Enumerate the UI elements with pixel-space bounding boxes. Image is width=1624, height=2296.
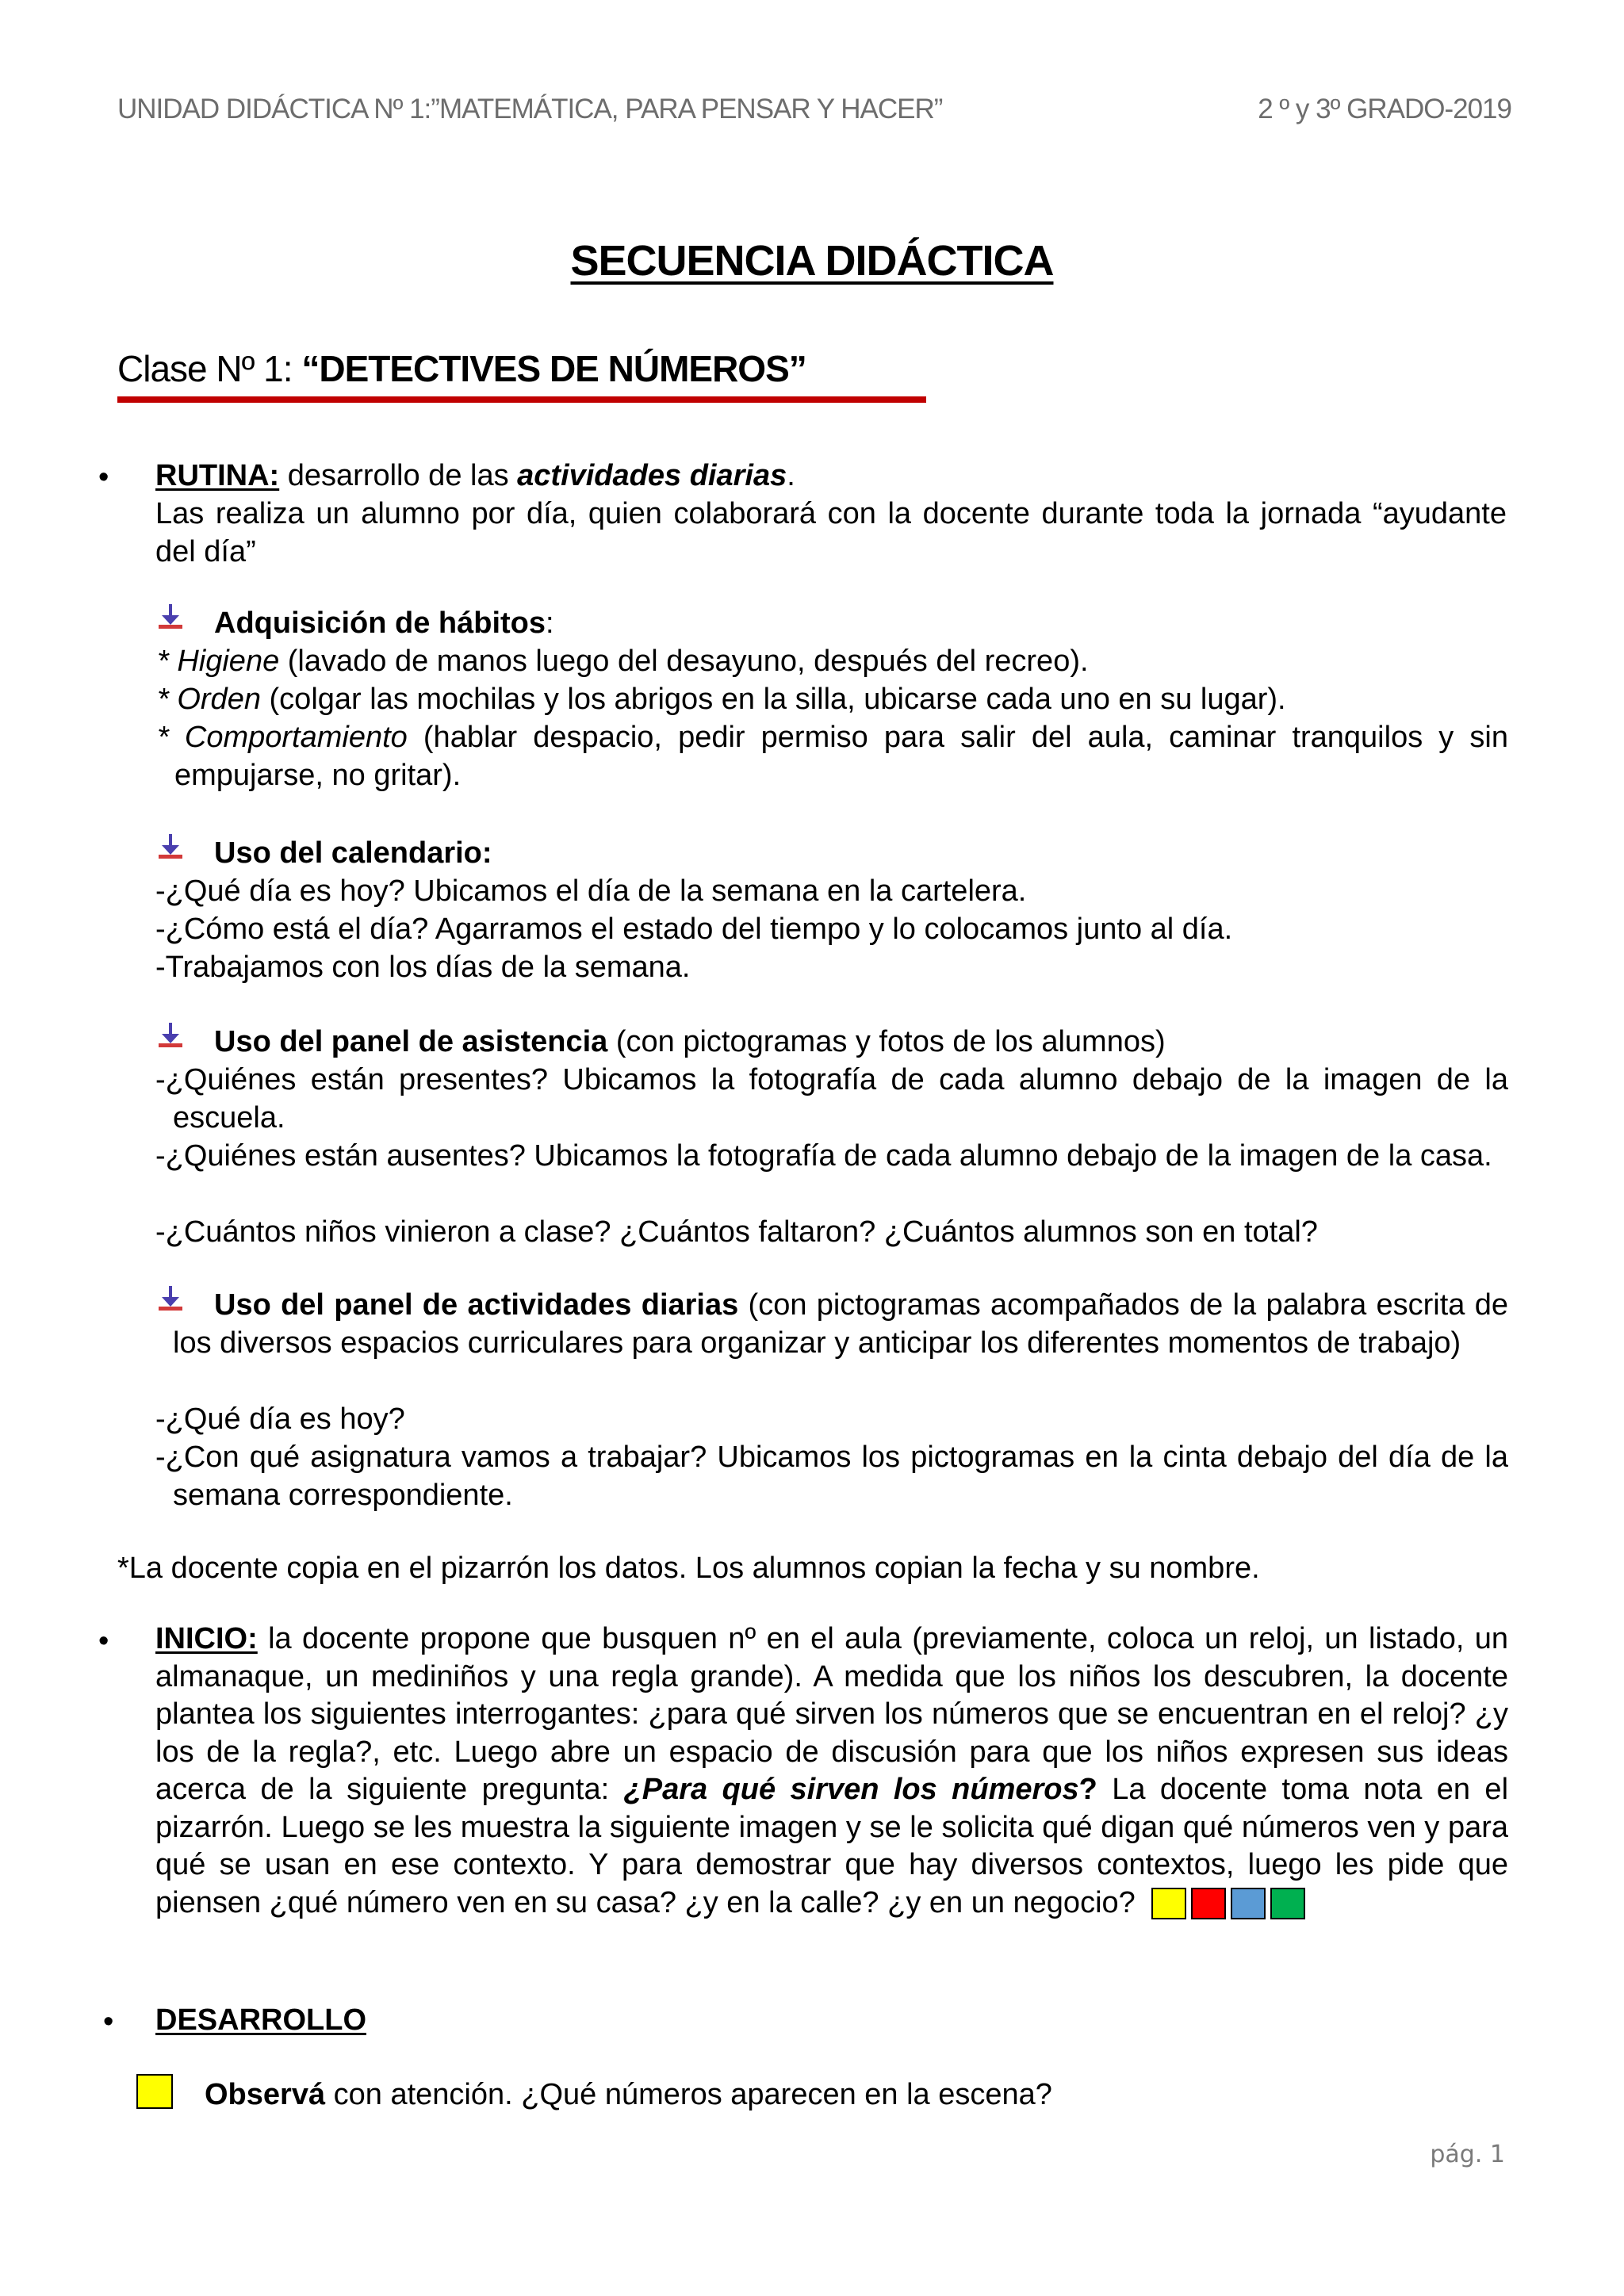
rutina-description: Las realiza un alumno por día, quien colaborará con la docente durante toda la jornada “ayudante del día”: [155, 497, 1507, 568]
page-number: pág. 1: [1430, 2141, 1505, 2168]
habitos-heading-end: :: [546, 607, 554, 640]
inicio-label: INICIO:: [155, 1622, 258, 1655]
page-title-text: SECUENCIA DIDÁCTICA: [570, 237, 1054, 285]
comportamiento-text: (hablar despacio, pedir permiso para salir del aula, caminar tranquilos y sin empujarse, no gritar).: [174, 721, 1508, 792]
inicio-paragraph: [155, 1621, 1508, 1922]
yellow-square-icon: [136, 2074, 173, 2109]
asistencia-heading-text: Uso del panel de asistencia: [214, 1025, 608, 1058]
rutina-text: desarrollo de las: [279, 459, 518, 492]
asistencia-heading-rest: (con pictogramas y fotos de los alumnos): [607, 1025, 1166, 1058]
inicio-question: ¿Para qué sirven los números: [623, 1773, 1079, 1806]
observa-line: [205, 2076, 1052, 2114]
higiene-text: (lavado de manos luego del desayuno, después del recreo).: [279, 645, 1089, 678]
rutina-line: [155, 457, 1507, 495]
red-divider: [117, 396, 926, 403]
asistencia-heading: [214, 1023, 1166, 1061]
desarrollo-label: DESARROLLO: [155, 2003, 366, 2037]
arrow-bullet-icon: [159, 1023, 182, 1050]
habitos-comportamiento: [157, 718, 1508, 794]
color-squares: [1151, 1886, 1310, 1919]
arrow-bullet-icon: [159, 604, 182, 631]
bullet-icon: •: [103, 2005, 114, 2038]
actividades-heading: [155, 1286, 1508, 1362]
red-square-icon: [1191, 1888, 1226, 1919]
class-heading-prefix: Clase Nº 1:: [117, 348, 302, 389]
actividades-heading-rest: (con pictogramas acompañados de la palabra escrita de los diversos espacios curriculares para organizar y anticipar los diferentes momentos de trabajo): [173, 1288, 1508, 1360]
green-square-icon: [1270, 1888, 1305, 1919]
header-left: UNIDAD DIDÁCTICA Nº 1:”MATEMÁTICA, PARA PENSAR Y HACER”: [117, 94, 943, 124]
calendario-line-1: -¿Qué día es hoy? Ubicamos el día de la semana en la cartelera.: [155, 874, 1027, 908]
calendario-line-2: -¿Cómo está el día? Agarramos el estado del tiempo y lo colocamos junto al día.: [155, 913, 1233, 946]
inicio-text-b: La docente toma nota en el pizarrón. Luego se les muestra la siguiente imagen y se le solicita qué digan qué números ven y para qué se usan en ese contexto. Y para demostrar que hay diversos contextos, luego les pide que piensen ¿qué número ven en su casa? ¿y en la calle? ¿y en un negocio?: [155, 1773, 1509, 1919]
asistencia-line-2: -¿Quiénes están ausentes? Ubicamos la fotografía de cada alumno debajo de la imagen de la casa.: [155, 1139, 1492, 1173]
comportamiento-label: * Comportamiento: [157, 721, 408, 754]
habitos-heading: [214, 604, 554, 642]
orden-label: * Orden: [157, 683, 261, 716]
habitos-orden: [157, 680, 1286, 718]
calendario-line-3: -Trabajamos con los días de la semana.: [155, 951, 691, 984]
bullet-icon: •: [98, 1624, 109, 1658]
actividades-heading-text: Uso del panel de actividades diarias: [214, 1288, 739, 1322]
asistencia-line-3: -¿Cuántos niños vinieron a clase? ¿Cuántos faltaron? ¿Cuántos alumnos son en total?: [155, 1215, 1318, 1249]
higiene-label: * Higiene: [157, 645, 280, 678]
actividades-line-2: -¿Con qué asignatura vamos a trabajar? Ubicamos los pictogramas en la cinta debajo del día de la semana correspondiente.: [155, 1441, 1508, 1512]
blue-square-icon: [1231, 1888, 1266, 1919]
class-heading: [117, 347, 806, 390]
rutina-emphasis: actividades diarias: [517, 459, 787, 492]
inicio-question-end: ?: [1078, 1773, 1097, 1806]
yellow-square-icon: [1151, 1888, 1186, 1919]
arrow-bullet-icon: [159, 834, 182, 861]
habitos-heading-text: Adquisición de hábitos: [214, 607, 546, 640]
habitos-higiene: [157, 642, 1089, 680]
inicio-text-a: la docente propone que busquen nº en el aula (previamente, coloca un reloj, un listado, un almanaque, un mediniños y una regla grande). A medida que los niños los descubren, la docente plantea los siguientes interrogantes: ¿para qué sirven los números que se encuentran en el reloj? ¿y los de la regla?, etc. Luego abre un espacio de discusión para que los niños expresen sus ideas acerca de la siguiente pregunta:: [155, 1622, 1508, 1806]
observa-bold: Observá: [205, 2078, 326, 2111]
nota-docente: *La docente copia en el pizarrón los datos. Los alumnos copian la fecha y su nombre.: [117, 1552, 1260, 1585]
rutina-text-end: .: [787, 459, 795, 492]
header-right: 2 º y 3º GRADO-2019: [1258, 94, 1511, 124]
actividades-line-1: -¿Qué día es hoy?: [155, 1402, 405, 1436]
asistencia-line-1: -¿Quiénes están presentes? Ubicamos la fotografía de cada alumno debajo de la imagen de la escuela.: [155, 1063, 1508, 1135]
observa-rest: con atención. ¿Qué números aparecen en la escena?: [325, 2078, 1052, 2111]
desarrollo-heading: [155, 2001, 366, 2039]
class-heading-name: “DETECTIVES DE NÚMEROS”: [301, 348, 806, 389]
page-title: [0, 236, 1624, 285]
orden-text: (colgar las mochilas y los abrigos en la silla, ubicarse cada uno en su lugar).: [260, 683, 1286, 716]
rutina-label: RUTINA:: [155, 459, 280, 492]
calendario-heading-text: Uso del calendario:: [214, 836, 492, 870]
calendario-heading: [214, 834, 492, 872]
bullet-icon: •: [98, 461, 109, 494]
